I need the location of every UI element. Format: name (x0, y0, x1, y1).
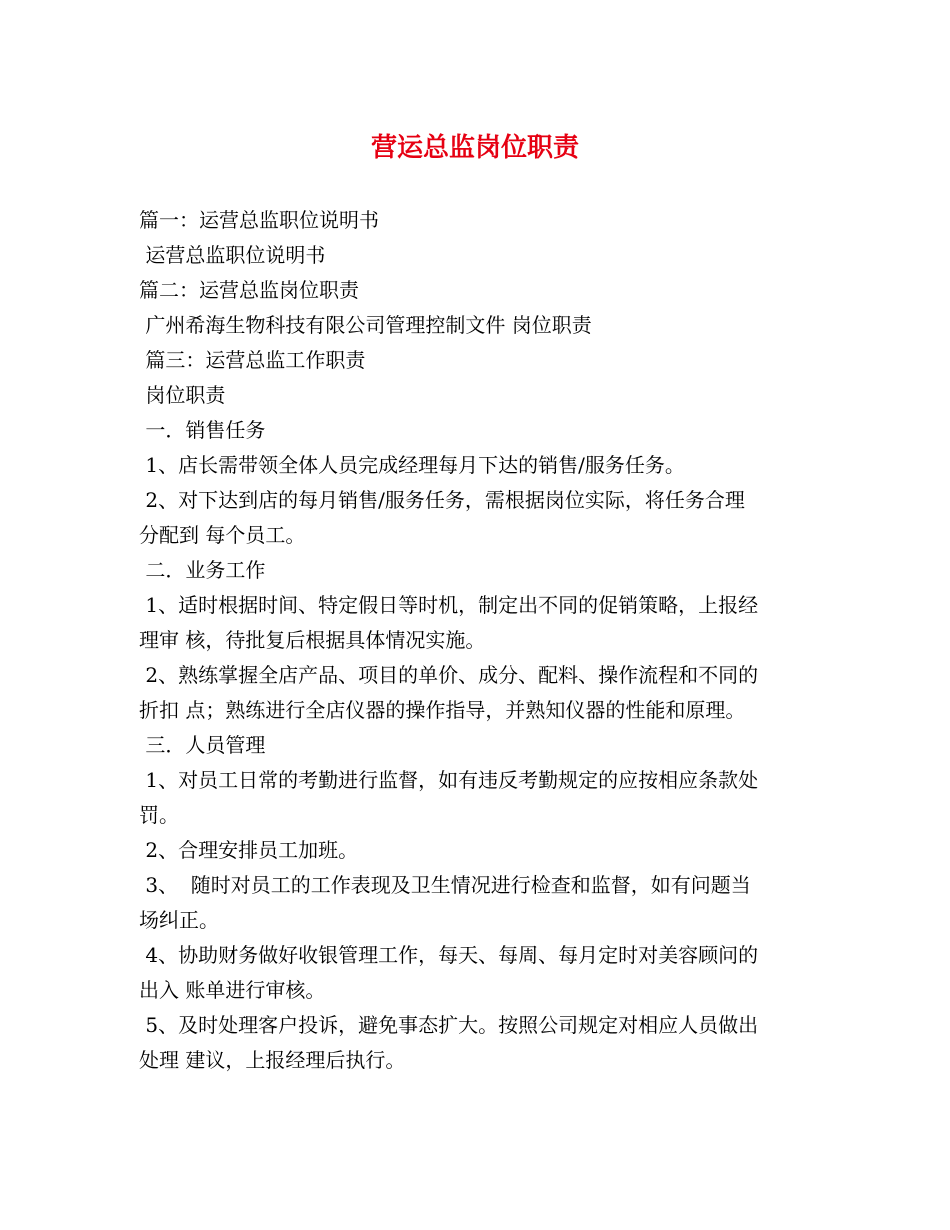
text-line: 运营总监职位说明书 (139, 243, 326, 267)
text-line: 篇一：运营总监职位说明书 (139, 208, 379, 232)
text-line: 4、协助财务做好收银管理工作，每天、每周、每月定时对美容顾问的 (139, 943, 759, 967)
text-line: 篇三：运营总监工作职责 (139, 348, 366, 372)
text-line: 三．人员管理 (139, 733, 266, 757)
text-line: 理审 核，待批复后根据具体情况实施。 (139, 628, 486, 652)
text-line: 折扣 点；熟练进行全店仪器的操作指导，并熟知仪器的性能和原理。 (139, 698, 746, 722)
text-line: 出入 账单进行审核。 (139, 978, 326, 1002)
text-line: 篇二：运营总监岗位职责 (139, 278, 359, 302)
text-line: 5、及时处理客户投诉，避免事态扩大。按照公司规定对相应人员做出 (139, 1013, 759, 1037)
text-line: 分配到 每个员工。 (139, 523, 306, 547)
text-line: 2、合理安排员工加班。 (139, 838, 359, 862)
text-line: 处理 建议，上报经理后执行。 (139, 1048, 406, 1072)
text-line: 1、适时根据时间、特定假日等时机，制定出不同的促销策略，上报经 (139, 593, 759, 617)
text-line: 罚。 (139, 803, 179, 827)
text-line: 3、 随时对员工的工作表现及卫生情况进行检查和监督，如有问题当 (139, 873, 751, 897)
text-line: 场纠正。 (139, 908, 219, 932)
text-line: 2、对下达到店的每月销售/服务任务，需根据岗位实际，将任务合理 (139, 488, 745, 512)
text-line: 1、店长需带领全体人员完成经理每月下达的销售/服务任务。 (139, 453, 685, 477)
text-line: 2、熟练掌握全店产品、项目的单价、成分、配料、操作流程和不同的 (139, 663, 759, 687)
document-title: 营运总监岗位职责 (370, 133, 579, 163)
text-line: 二．业务工作 (139, 558, 266, 582)
text-line: 一．销售任务 (139, 418, 266, 442)
text-line: 广州希海生物科技有限公司管理控制文件 岗位职责 (139, 313, 592, 337)
text-line: 岗位职责 (139, 383, 226, 407)
text-line: 1、对员工日常的考勤进行监督，如有违反考勤规定的应按相应条款处 (139, 768, 759, 792)
document-body (139, 203, 819, 1078)
